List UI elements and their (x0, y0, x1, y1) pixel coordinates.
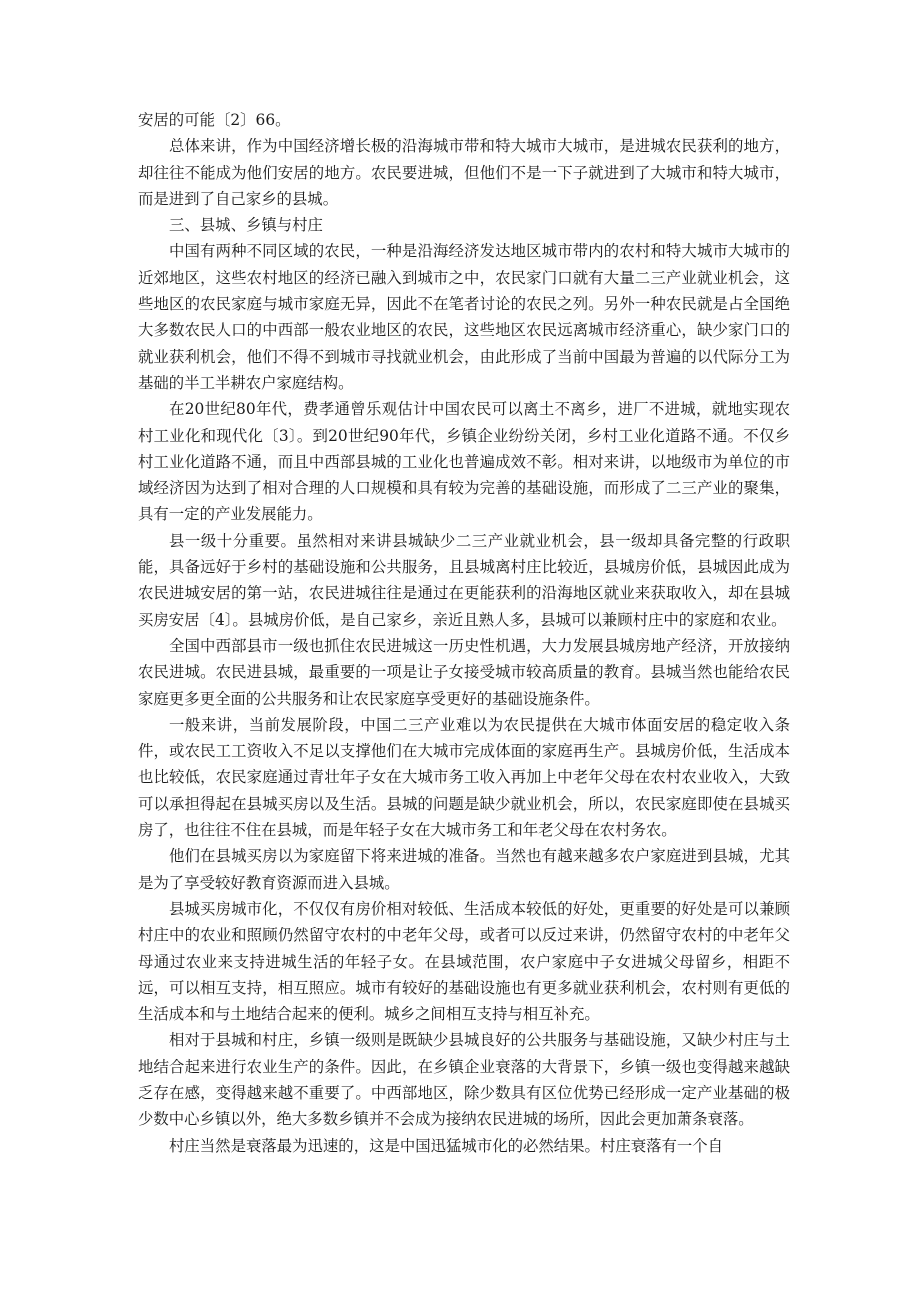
paragraph: 一般来讲，当前发展阶段，中国二三产业难以为农民提供在大城市体面安居的稳定收入条件，或农民工工资收入不足以支撑他们在大城市完成体面的家庭再生产。县城房价低，生活成本也比较低，农民家庭通过青壮年子女在大城市务工收入再加上中老年父母在农村农业收入，大致可以承担得起在县城买房以及生活。县城的问题是缺少就业机会，所以，农民家庭即使在县城买房了，也往往不住在县城，而是年轻子女在大城市务工和年老父母在农村务农。 (138, 715, 790, 840)
paragraph: 在20世纪80年代，费孝通曾乐观估计中国农民可以离土不离乡，进厂不进城，就地实现农村工业化和现代化〔3〕。到20世纪90年代，乡镇企业纷纷关闭，乡村工业化道路不通。不仅乡村工业化道路不通，而且中西部县城的工业化也普遍成效不彰。相对来讲，以地级市为单位的市域经济因为达到了相对合理的人口规模和具有较为完善的基础设施，而形成了二三产业的聚集，具有一定的产业发展能力。 (138, 400, 790, 524)
section-heading: 三、县城、乡镇与村庄 (169, 216, 323, 235)
paragraph: 县一级十分重要。虽然相对来讲县城缺少二三产业就业机会，县一级却具备完整的行政职能，具备远好于乡村的基础设施和公共服务，且县城离村庄比较近，县城房价低，县城因此成为农民进城安居的第一站，农民进城往往是通过在更能获利的沿海地区就业来获取收入，却在县城买房安居〔4〕。县城房价低，是自己家乡，亲近且熟人多，县城可以兼顾村庄中的家庭和农业。 (138, 531, 790, 629)
paragraph-continuation: 安居的可能〔2〕66。 (138, 111, 291, 129)
paragraph: 他们在县城买房以为家庭留下将来进城的准备。当然也有越来越多农户家庭进到县城，尤其是为了享受较好教育资源而进入县城。 (138, 847, 790, 892)
paragraph: 村庄当然是衰落最为迅速的，这是中国迅猛城市化的必然结果。村庄衰落有一个自 (169, 1136, 724, 1155)
article-body (138, 107, 790, 1159)
paragraph: 中国有两种不同区域的农民，一种是沿海经济发达地区城市带内的农村和特大城市大城市的近郊地区，这些农村地区的经济已融入到城市之中，农民家门口就有大量二三产业就业机会，这些地区的农民家庭与城市家庭无异，因此不在笔者讨论的农民之列。另外一种农民就是占全国绝大多数农民人口的中西部一般农业地区的农民，这些地区农民远离城市经济重心，缺少家门口的就业获利机会，他们不得不到城市寻找就业机会，由此形成了当前中国最为普遍的以代际分工为基础的半工半耕农户家庭结构。 (138, 242, 790, 392)
paragraph: 全国中西部县市一级也抓住农民进城这一历史性机遇，大力发展县城房地产经济，开放接纳农民进城。农民进县城，最重要的一项是让子女接受城市较高质量的教育。县城当然也能给农民家庭更多更全面的公共服务和让农民家庭享受更好的基础设施条件。 (138, 636, 790, 708)
paragraph: 总体来讲，作为中国经济增长极的沿海城市带和特大城市大城市，是进城农民获利的地方，却往往不能成为他们安居的地方。农民要进城，但他们不是一下子就进到了大城市和特大城市，而是进到了自己家乡的县城。 (138, 137, 790, 208)
paragraph: 相对于县城和村庄，乡镇一级则是既缺少县城良好的公共服务与基础设施，又缺少村庄与土地结合起来进行农业生产的条件。因此，在乡镇企业衰落的大背景下，乡镇一级也变得越来越缺乏存在感，变得越来越不重要了。中西部地区，除少数具有区位优势已经形成一定产业基础的极少数中心乡镇以外，绝大多数乡镇并不会成为接纳农民进城的场所，因此会更加萧条衰落。 (138, 1031, 790, 1129)
paragraph: 县城买房城市化，不仅仅有房价相对较低、生活成本较低的好处，更重要的好处是可以兼顾村庄中的农业和照顾仍然留守农村的中老年父母，或者可以反过来讲，仍然留守农村的中老年父母通过农业来支持进城生活的年轻子女。在县域范围，农户家庭中子女进城父母留乡，相距不远，可以相互支持，相互照应。城市有较好的基础设施也有更多就业获利机会，农村则有更低的生活成本和与土地结合起来的便利。城乡之间相互支持与相互补充。 (138, 899, 790, 1024)
